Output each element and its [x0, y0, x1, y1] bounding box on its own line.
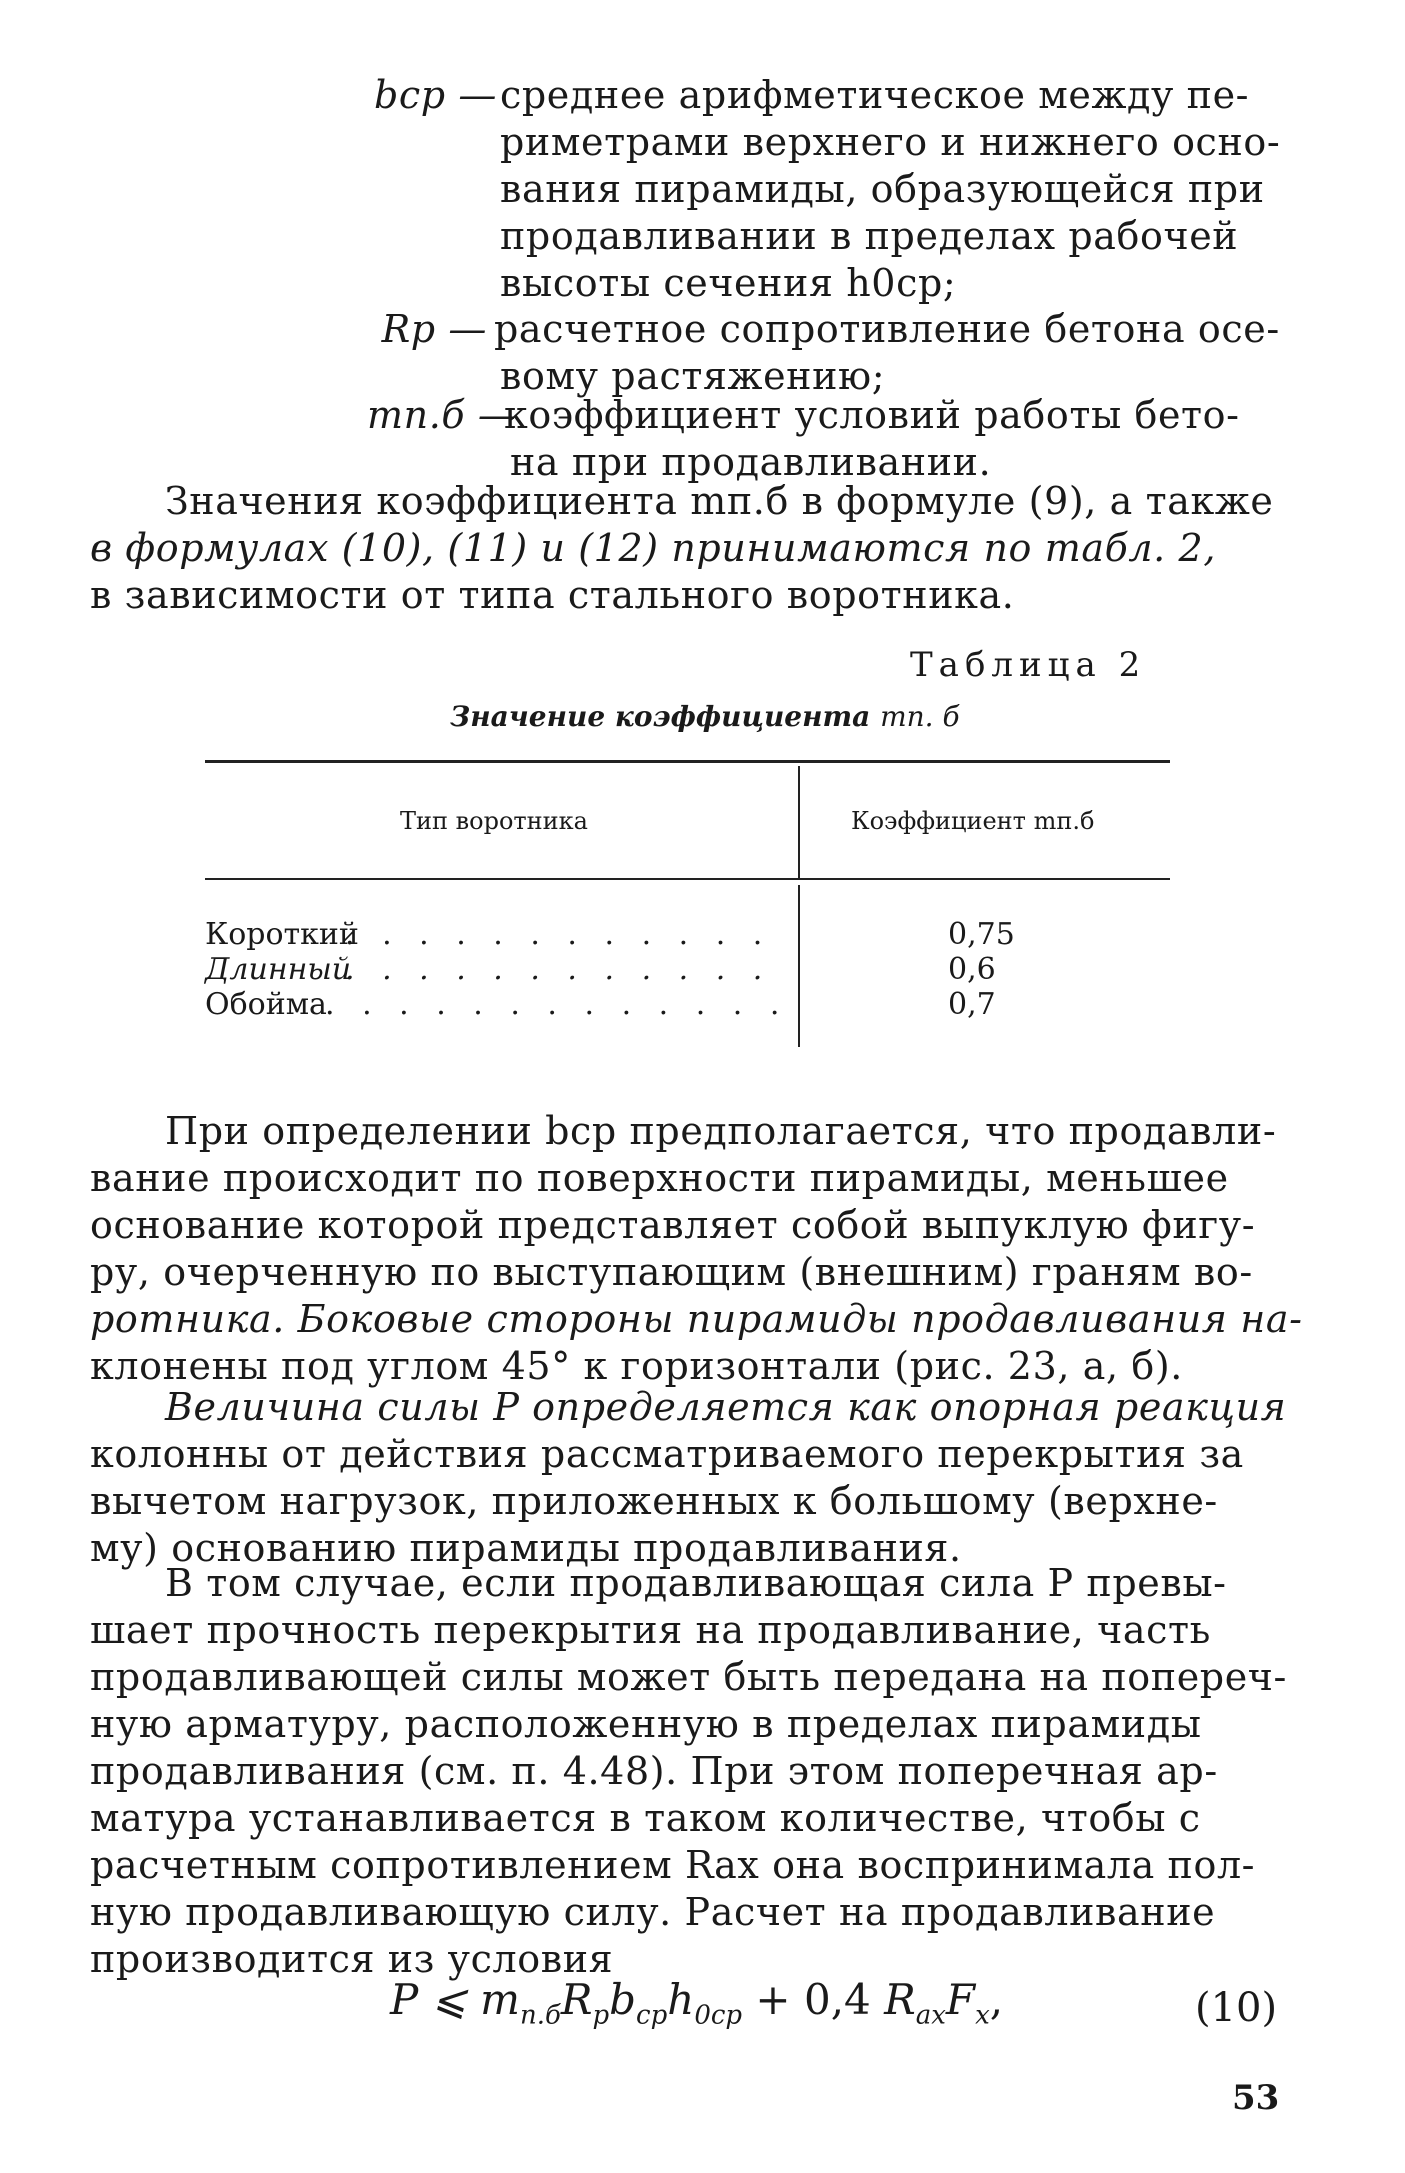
- text-line: вычетом нагрузок, приложенных к большому (верхне-: [90, 1479, 1218, 1523]
- definition-symbol: Rр —: [381, 307, 487, 351]
- formula-rax: R: [884, 1975, 916, 2024]
- text-line: вому растяжению;: [500, 354, 886, 398]
- text-line: матура устанавливается в таком количестве, чтобы с: [90, 1796, 1201, 1840]
- text-line: риметрами верхнего и нижнего осно-: [500, 120, 1281, 164]
- table-number: Таблица 2: [910, 645, 1147, 685]
- text-line: ру, очерченную по выступающим (внешним) граням во-: [90, 1250, 1253, 1294]
- formula-10: [390, 1975, 1003, 2030]
- table-cell-leader: . . . . . . . . . . . .: [345, 952, 772, 987]
- text-line: колонны от действия рассматриваемого перекрытия за: [90, 1432, 1244, 1476]
- formula-r-sub: р: [592, 2000, 610, 2031]
- table-column-divider: [798, 766, 800, 878]
- page-number: 53: [1232, 2078, 1280, 2118]
- formula-r: R: [560, 1975, 593, 2024]
- text-line: При определении bср предполагается, что продавли-: [165, 1109, 1277, 1153]
- table-header-coefficient: Коэффициент mп.б: [851, 807, 1095, 835]
- table-title-symbol: mп. б: [880, 700, 960, 733]
- table-title-text: Значение коэффициента: [450, 700, 871, 733]
- text-line: основание которой представляет собой выпуклую фигу-: [90, 1203, 1256, 1247]
- text-line: коэффициент условий работы бето-: [504, 393, 1240, 437]
- formula-m-sub: п.б: [519, 2000, 561, 2031]
- equation-number: (10): [1195, 1985, 1278, 2031]
- text-line: Величина силы P определяется как опорная реакция: [165, 1385, 1287, 1429]
- text-line: расчетное сопротивление бетона осе-: [494, 307, 1280, 351]
- text-line: клонены под углом 45° к горизонтали (рис. 23, а, б).: [90, 1344, 1183, 1388]
- formula-plus: + 0,4: [742, 1975, 885, 2024]
- text-line: на при продавливании.: [510, 440, 992, 484]
- text-line: высоты сечения h0ср;: [500, 261, 957, 305]
- paragraph-transverse-reinforcement: [90, 1560, 1287, 1983]
- text-line: производится из условия: [90, 1937, 614, 1981]
- text-line: ную арматуру, расположенную в пределах пирамиды: [90, 1702, 1202, 1746]
- table-cell-value: 0,7: [948, 987, 996, 1022]
- paragraph-coefficient-values: [90, 478, 1273, 619]
- table-top-rule: [205, 760, 1170, 763]
- definition-text: [504, 392, 1310, 486]
- text-line: ротника. Боковые стороны пирамиды продавливания на-: [90, 1297, 1303, 1341]
- formula-m: m: [480, 1975, 520, 2024]
- table-cell-type: Короткий: [205, 917, 359, 952]
- text-line: продавливании в пределах рабочей: [500, 214, 1239, 258]
- formula-rax-sub: ах: [915, 2000, 946, 2031]
- table-header-rule: [205, 878, 1170, 880]
- text-line: В том случае, если продавливающая сила P превы-: [165, 1561, 1227, 1605]
- text-line: вание происходит по поверхности пирамиды, меньшее: [90, 1156, 1229, 1200]
- text-line: в зависимости от типа стального воротника.: [90, 573, 1015, 617]
- formula-tail: ,: [989, 1975, 1004, 2024]
- formula-lhs: P ⩽: [390, 1975, 481, 2024]
- table-cell-value: 0,75: [948, 917, 1015, 952]
- text-line: продавливания (см. п. 4.48). При этом поперечная ар-: [90, 1749, 1218, 1793]
- table-cell-type: Обойма: [205, 987, 327, 1022]
- definition-symbol: mп.б —: [367, 393, 517, 437]
- formula-h-sub: 0ср: [694, 2000, 743, 2031]
- table-cell-leader: . . . . . . . . . . . . .: [325, 987, 789, 1022]
- table-row: [205, 917, 1170, 952]
- definition-symbol: bср —: [373, 73, 497, 117]
- formula-f: F: [945, 1975, 976, 2024]
- text-line: среднее арифметическое между пе-: [500, 73, 1250, 117]
- paragraph-bcp-definition: [90, 1108, 1303, 1390]
- text-line: шает прочность перекрытия на продавливание, часть: [90, 1608, 1211, 1652]
- table-title: [450, 700, 960, 733]
- text-line: продавливающей силы может быть передана на попереч-: [90, 1655, 1287, 1699]
- text-line: вания пирамиды, образующейся при: [500, 167, 1265, 211]
- paragraph-force-p: [90, 1384, 1286, 1572]
- formula-b-sub: ср: [636, 2000, 668, 2031]
- text-line: му) основанию пирамиды продавливания.: [90, 1526, 962, 1570]
- text-line: расчетным сопротивлением Rах она воспринимала пол-: [90, 1843, 1256, 1887]
- formula-f-sub: x: [975, 2000, 990, 2031]
- table-row: [205, 952, 1170, 987]
- definition-text: [500, 72, 1310, 307]
- table-row: [205, 987, 1170, 1022]
- table-header-type: Тип воротника: [400, 807, 588, 835]
- table-cell-leader: . . . . . . . . . . . .: [345, 917, 772, 952]
- formula-h: h: [667, 1975, 695, 2024]
- definition-text: [494, 306, 1300, 400]
- table-cell-value: 0,6: [948, 952, 996, 987]
- formula-b: b: [609, 1975, 637, 2024]
- text-line: Значения коэффициента mп.б в формуле (9), а также: [165, 479, 1274, 523]
- text-line: ную продавливающую силу. Расчет на продавливание: [90, 1890, 1216, 1934]
- text-line: в формулах (10), (11) и (12) принимаются по табл. 2,: [90, 526, 1217, 570]
- coefficient-table: [205, 757, 1170, 1047]
- table-cell-type: Длинный: [205, 952, 352, 987]
